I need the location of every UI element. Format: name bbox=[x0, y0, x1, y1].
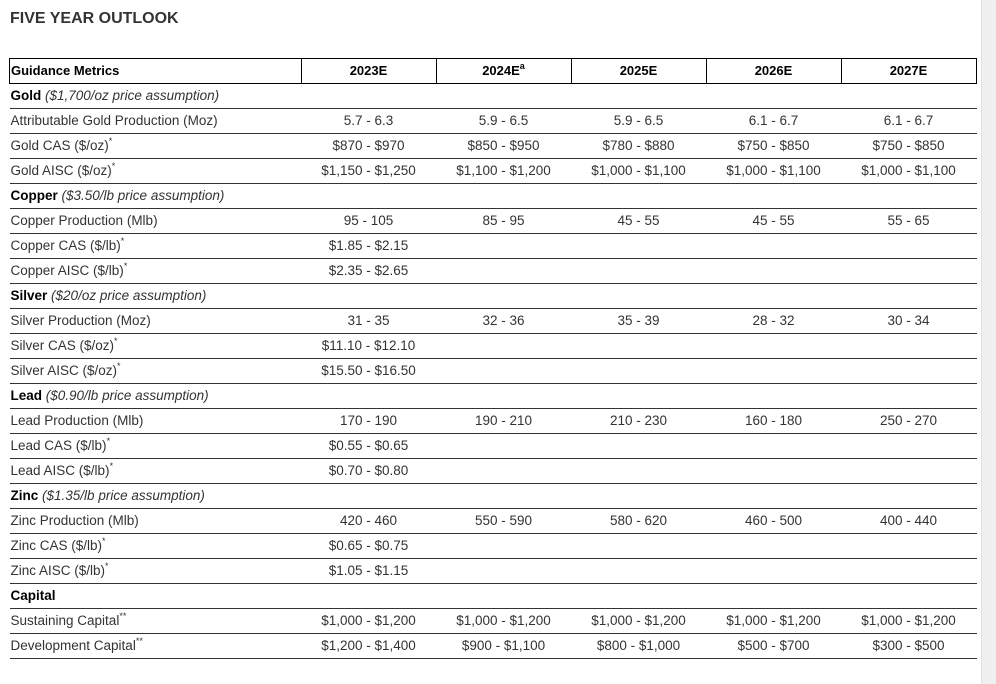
value-cell bbox=[707, 534, 842, 559]
value-cell bbox=[572, 559, 707, 584]
value-cell bbox=[842, 459, 977, 484]
footnote-marker: * bbox=[109, 461, 114, 471]
value-cell: 190 - 210 bbox=[437, 409, 572, 434]
header-year-label: 2024E bbox=[482, 63, 520, 78]
value-cell: $1,000 - $1,200 bbox=[842, 609, 977, 634]
value-cell bbox=[572, 534, 707, 559]
value-cell: $300 - $500 bbox=[842, 634, 977, 659]
table-row bbox=[10, 434, 977, 459]
section-name: Copper bbox=[10, 188, 58, 203]
table-row bbox=[10, 134, 977, 159]
metric-label: Sustaining Capital bbox=[10, 613, 120, 628]
value-cell bbox=[707, 359, 842, 384]
metric-label: Silver AISC ($/oz) bbox=[10, 363, 118, 378]
value-cell bbox=[572, 334, 707, 359]
value-cell: $1,000 - $1,100 bbox=[842, 159, 977, 184]
footnote-marker: * bbox=[117, 361, 121, 371]
section-name: Silver bbox=[10, 288, 48, 303]
value-cell bbox=[707, 559, 842, 584]
footnote-marker: ** bbox=[135, 636, 143, 646]
metric-label: Zinc AISC ($/lb) bbox=[10, 563, 106, 578]
value-cell bbox=[572, 259, 707, 284]
value-cell bbox=[437, 459, 572, 484]
metric-cell bbox=[10, 334, 302, 359]
section-row bbox=[10, 484, 977, 509]
metric-label: Lead CAS ($/lb) bbox=[10, 438, 107, 453]
footnote-marker: * bbox=[123, 261, 128, 271]
value-cell: $15.50 - $16.50 bbox=[302, 359, 437, 384]
value-cell bbox=[707, 434, 842, 459]
value-cell: $750 - $850 bbox=[707, 134, 842, 159]
value-cell: 250 - 270 bbox=[842, 409, 977, 434]
value-cell: $1,150 - $1,250 bbox=[302, 159, 437, 184]
section-row bbox=[10, 584, 977, 609]
table-row bbox=[10, 359, 977, 384]
metric-cell bbox=[10, 159, 302, 184]
value-cell bbox=[842, 534, 977, 559]
value-cell bbox=[437, 559, 572, 584]
section-row bbox=[10, 84, 977, 109]
value-cell bbox=[707, 234, 842, 259]
metric-label: Attributable Gold Production (Moz) bbox=[10, 113, 218, 128]
section-name: Gold bbox=[10, 88, 42, 103]
section-row bbox=[10, 284, 977, 309]
value-cell bbox=[437, 359, 572, 384]
section-name: Zinc bbox=[10, 488, 39, 503]
value-cell: 28 - 32 bbox=[707, 309, 842, 334]
value-cell: 35 - 39 bbox=[572, 309, 707, 334]
metric-label: Gold CAS ($/oz) bbox=[10, 138, 109, 153]
section-header-cell bbox=[10, 184, 977, 209]
value-cell: $850 - $950 bbox=[437, 134, 572, 159]
metric-label: Copper AISC ($/lb) bbox=[10, 263, 124, 278]
value-cell bbox=[842, 259, 977, 284]
table-row bbox=[10, 534, 977, 559]
metric-cell bbox=[10, 234, 302, 259]
footnote-marker: * bbox=[106, 436, 111, 446]
value-cell: $1,000 - $1,200 bbox=[572, 609, 707, 634]
header-year-label: 2023E bbox=[349, 63, 388, 78]
value-cell bbox=[842, 434, 977, 459]
metric-label: Lead Production (Mlb) bbox=[10, 413, 144, 428]
footnote-marker: * bbox=[108, 136, 113, 146]
page-scrollbar-track bbox=[981, 0, 996, 684]
value-cell: $500 - $700 bbox=[707, 634, 842, 659]
section-header-cell bbox=[10, 584, 977, 609]
metric-label: Copper Production (Mlb) bbox=[10, 213, 158, 228]
table-header bbox=[10, 59, 977, 84]
value-cell bbox=[842, 559, 977, 584]
metric-cell bbox=[10, 359, 302, 384]
table-row bbox=[10, 409, 977, 434]
value-cell bbox=[572, 234, 707, 259]
metric-cell bbox=[10, 109, 302, 134]
section-price-assumption: ($0.90/lb price assumption) bbox=[45, 388, 209, 403]
value-cell: $870 - $970 bbox=[302, 134, 437, 159]
section-name: Capital bbox=[10, 588, 56, 603]
header-year bbox=[842, 59, 977, 84]
table-row bbox=[10, 559, 977, 584]
metric-label: Silver Production (Moz) bbox=[10, 313, 151, 328]
value-cell bbox=[437, 434, 572, 459]
table-row bbox=[10, 609, 977, 634]
metric-label: Development Capital bbox=[10, 638, 136, 653]
value-cell bbox=[707, 259, 842, 284]
section-price-assumption: ($3.50/lb price assumption) bbox=[61, 188, 225, 203]
footnote-marker: * bbox=[105, 561, 109, 571]
value-cell: $800 - $1,000 bbox=[572, 634, 707, 659]
value-cell: $1,100 - $1,200 bbox=[437, 159, 572, 184]
table-body bbox=[10, 84, 977, 659]
section-row bbox=[10, 184, 977, 209]
metric-cell bbox=[10, 209, 302, 234]
section-price-assumption: ($1.35/lb price assumption) bbox=[42, 488, 205, 503]
table-row bbox=[10, 509, 977, 534]
metric-cell bbox=[10, 259, 302, 284]
value-cell bbox=[437, 334, 572, 359]
section-price-assumption: ($1,700/oz price assumption) bbox=[45, 88, 220, 103]
section-price-assumption: ($20/oz price assumption) bbox=[51, 288, 207, 303]
section-header-cell bbox=[10, 284, 977, 309]
table-row bbox=[10, 159, 977, 184]
value-cell: 170 - 190 bbox=[302, 409, 437, 434]
value-cell bbox=[437, 534, 572, 559]
table-row bbox=[10, 109, 977, 134]
value-cell: 95 - 105 bbox=[302, 209, 437, 234]
footnote-marker: * bbox=[111, 161, 116, 171]
value-cell: 160 - 180 bbox=[707, 409, 842, 434]
footnote-marker: * bbox=[114, 336, 118, 346]
header-year bbox=[437, 59, 572, 84]
header-year-label: 2027E bbox=[889, 63, 928, 78]
metric-cell bbox=[10, 409, 302, 434]
table-row bbox=[10, 309, 977, 334]
metric-cell bbox=[10, 134, 302, 159]
value-cell: $0.65 - $0.75 bbox=[302, 534, 437, 559]
section-row bbox=[10, 384, 977, 409]
value-cell: 580 - 620 bbox=[572, 509, 707, 534]
value-cell: $0.70 - $0.80 bbox=[302, 459, 437, 484]
metric-cell bbox=[10, 434, 302, 459]
value-cell bbox=[572, 459, 707, 484]
value-cell: $1,000 - $1,200 bbox=[437, 609, 572, 634]
value-cell: 45 - 55 bbox=[707, 209, 842, 234]
value-cell: 31 - 35 bbox=[302, 309, 437, 334]
value-cell: 420 - 460 bbox=[302, 509, 437, 534]
value-cell bbox=[437, 234, 572, 259]
value-cell: 6.1 - 6.7 bbox=[707, 109, 842, 134]
value-cell: 5.9 - 6.5 bbox=[572, 109, 707, 134]
value-cell: $1.85 - $2.15 bbox=[302, 234, 437, 259]
table-row bbox=[10, 334, 977, 359]
value-cell: $0.55 - $0.65 bbox=[302, 434, 437, 459]
value-cell: 5.9 - 6.5 bbox=[437, 109, 572, 134]
metric-label: Copper CAS ($/lb) bbox=[10, 238, 121, 253]
footnote-marker: * bbox=[102, 536, 106, 546]
value-cell: $900 - $1,100 bbox=[437, 634, 572, 659]
metric-cell bbox=[10, 309, 302, 334]
value-cell bbox=[572, 359, 707, 384]
metric-cell bbox=[10, 609, 302, 634]
value-cell: 45 - 55 bbox=[572, 209, 707, 234]
footnote-marker: * bbox=[120, 236, 125, 246]
value-cell: $1,000 - $1,200 bbox=[707, 609, 842, 634]
table-row bbox=[10, 234, 977, 259]
section-name: Lead bbox=[10, 388, 43, 403]
table-row bbox=[10, 459, 977, 484]
metric-label: Lead AISC ($/lb) bbox=[10, 463, 110, 478]
header-guidance-metrics: Guidance Metrics bbox=[10, 59, 302, 84]
value-cell: 6.1 - 6.7 bbox=[842, 109, 977, 134]
value-cell: 32 - 36 bbox=[437, 309, 572, 334]
value-cell bbox=[707, 334, 842, 359]
metric-label: Silver CAS ($/oz) bbox=[10, 338, 115, 353]
footnote-marker: ** bbox=[119, 611, 127, 621]
header-row bbox=[10, 59, 977, 84]
table-row bbox=[10, 259, 977, 284]
section-header-cell bbox=[10, 384, 977, 409]
value-cell bbox=[842, 359, 977, 384]
value-cell bbox=[572, 434, 707, 459]
header-year-label: 2025E bbox=[619, 63, 658, 78]
metric-cell bbox=[10, 534, 302, 559]
value-cell bbox=[437, 259, 572, 284]
outlook-table bbox=[9, 58, 977, 659]
value-cell: 400 - 440 bbox=[842, 509, 977, 534]
metric-cell bbox=[10, 634, 302, 659]
value-cell: $750 - $850 bbox=[842, 134, 977, 159]
value-cell: $2.35 - $2.65 bbox=[302, 259, 437, 284]
value-cell: $780 - $880 bbox=[572, 134, 707, 159]
value-cell: 55 - 65 bbox=[842, 209, 977, 234]
metric-cell bbox=[10, 509, 302, 534]
value-cell: 85 - 95 bbox=[437, 209, 572, 234]
page-title: FIVE YEAR OUTLOOK bbox=[10, 10, 179, 27]
value-cell: 5.7 - 6.3 bbox=[302, 109, 437, 134]
table-row bbox=[10, 634, 977, 659]
value-cell: 550 - 590 bbox=[437, 509, 572, 534]
value-cell: $1.05 - $1.15 bbox=[302, 559, 437, 584]
metric-cell bbox=[10, 559, 302, 584]
value-cell bbox=[707, 459, 842, 484]
header-year bbox=[572, 59, 707, 84]
header-year-label: 2026E bbox=[754, 63, 793, 78]
header-year bbox=[302, 59, 437, 84]
section-header-cell bbox=[10, 84, 977, 109]
metric-label: Gold AISC ($/oz) bbox=[10, 163, 112, 178]
metric-cell bbox=[10, 459, 302, 484]
header-year bbox=[707, 59, 842, 84]
header-year-sup: a bbox=[519, 61, 525, 71]
table-row bbox=[10, 209, 977, 234]
value-cell: 460 - 500 bbox=[707, 509, 842, 534]
metric-label: Zinc CAS ($/lb) bbox=[10, 538, 103, 553]
value-cell: $11.10 - $12.10 bbox=[302, 334, 437, 359]
value-cell: $1,000 - $1,200 bbox=[302, 609, 437, 634]
value-cell bbox=[842, 334, 977, 359]
value-cell bbox=[842, 234, 977, 259]
metric-label: Zinc Production (Mlb) bbox=[10, 513, 139, 528]
value-cell: $1,000 - $1,100 bbox=[707, 159, 842, 184]
section-header-cell bbox=[10, 484, 977, 509]
value-cell: $1,000 - $1,100 bbox=[572, 159, 707, 184]
value-cell: 30 - 34 bbox=[842, 309, 977, 334]
value-cell: 210 - 230 bbox=[572, 409, 707, 434]
value-cell: $1,200 - $1,400 bbox=[302, 634, 437, 659]
